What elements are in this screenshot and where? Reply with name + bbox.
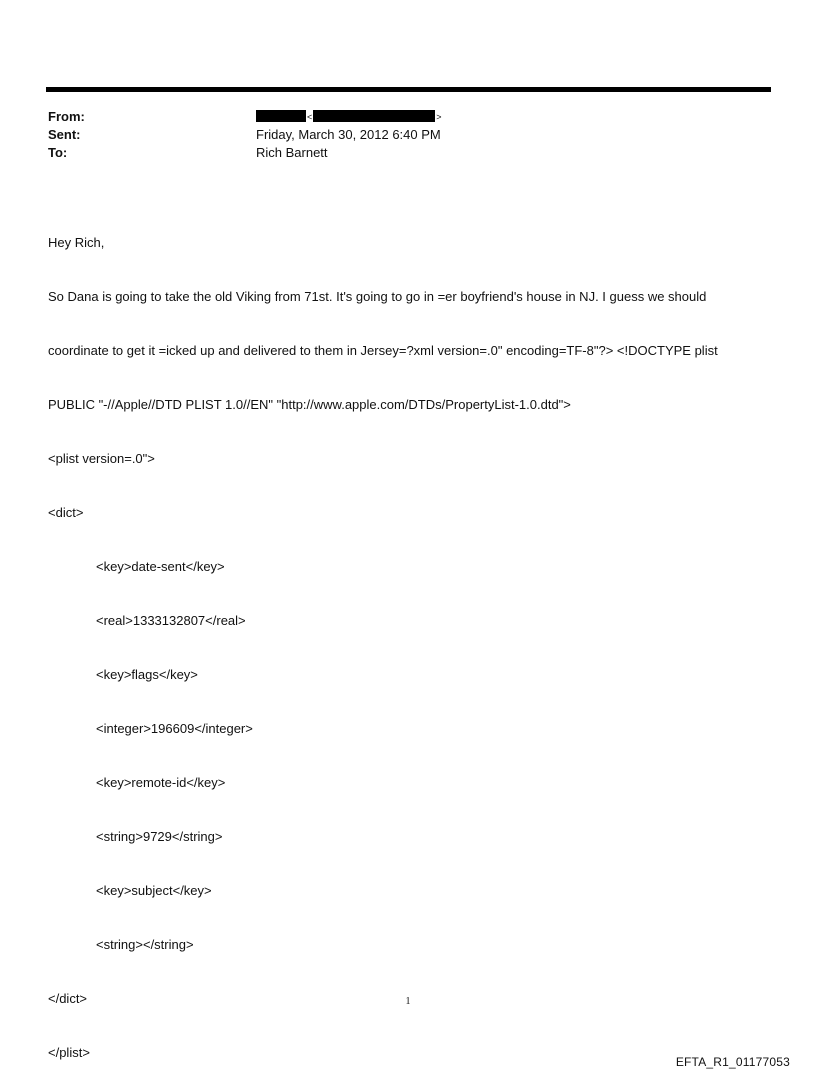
paragraph-line: PUBLIC "-//Apple//DTD PLIST 1.0//EN" "http://www.apple.com/DTDs/PropertyList-1.0.dtd"> [48, 397, 571, 412]
dict-entry: <integer>196609</integer> [96, 721, 253, 736]
sent-label: Sent: [48, 127, 81, 142]
paragraph-line: coordinate to get it =icked up and delivered to them in Jersey=?xml version=.0" encoding=TF-8"?> <!DOCTYPE plist [48, 343, 718, 358]
header-divider-rule [46, 87, 771, 92]
from-row [48, 108, 748, 126]
from-label: From: [48, 109, 85, 124]
dict-entry: <string>9729</string> [96, 829, 223, 844]
redacted-sender-email [313, 110, 435, 122]
plist-close-tag: </plist> [48, 1045, 90, 1060]
plist-open-tag: <plist version=.0"> [48, 451, 155, 466]
dict-entry: <key>remote-id</key> [96, 775, 226, 790]
dict-entry: <real>1333132807</real> [96, 613, 246, 628]
paragraph-line: So Dana is going to take the old Viking from 71st. It's going to go in =er boyfriend's house in NJ. I guess we should [48, 289, 707, 304]
email-header [48, 108, 748, 162]
to-value: Rich Barnett [256, 145, 328, 160]
from-close-bracket: > [436, 112, 442, 122]
from-value [256, 108, 443, 126]
document-id: EFTA_R1_01177053 [675, 1055, 790, 1069]
to-row [48, 144, 748, 162]
sent-row [48, 126, 748, 144]
greeting: Hey Rich, [48, 235, 105, 250]
page-number: 1 [405, 996, 411, 1007]
to-label: To: [48, 145, 68, 160]
email-body [48, 198, 758, 1080]
dict-entry: <string></string> [96, 937, 194, 952]
sent-value: Friday, March 30, 2012 6:40 PM [256, 127, 441, 142]
dict-entry: <key>subject</key> [96, 883, 212, 898]
from-open-bracket: < [307, 112, 313, 122]
dict-close-tag: </dict> [48, 991, 88, 1006]
dict-open-tag: <dict> [48, 505, 84, 520]
dict-entry: <key>date-sent</key> [96, 559, 225, 574]
dict-entry: <key>flags</key> [96, 667, 198, 682]
redacted-sender-name [256, 110, 306, 122]
